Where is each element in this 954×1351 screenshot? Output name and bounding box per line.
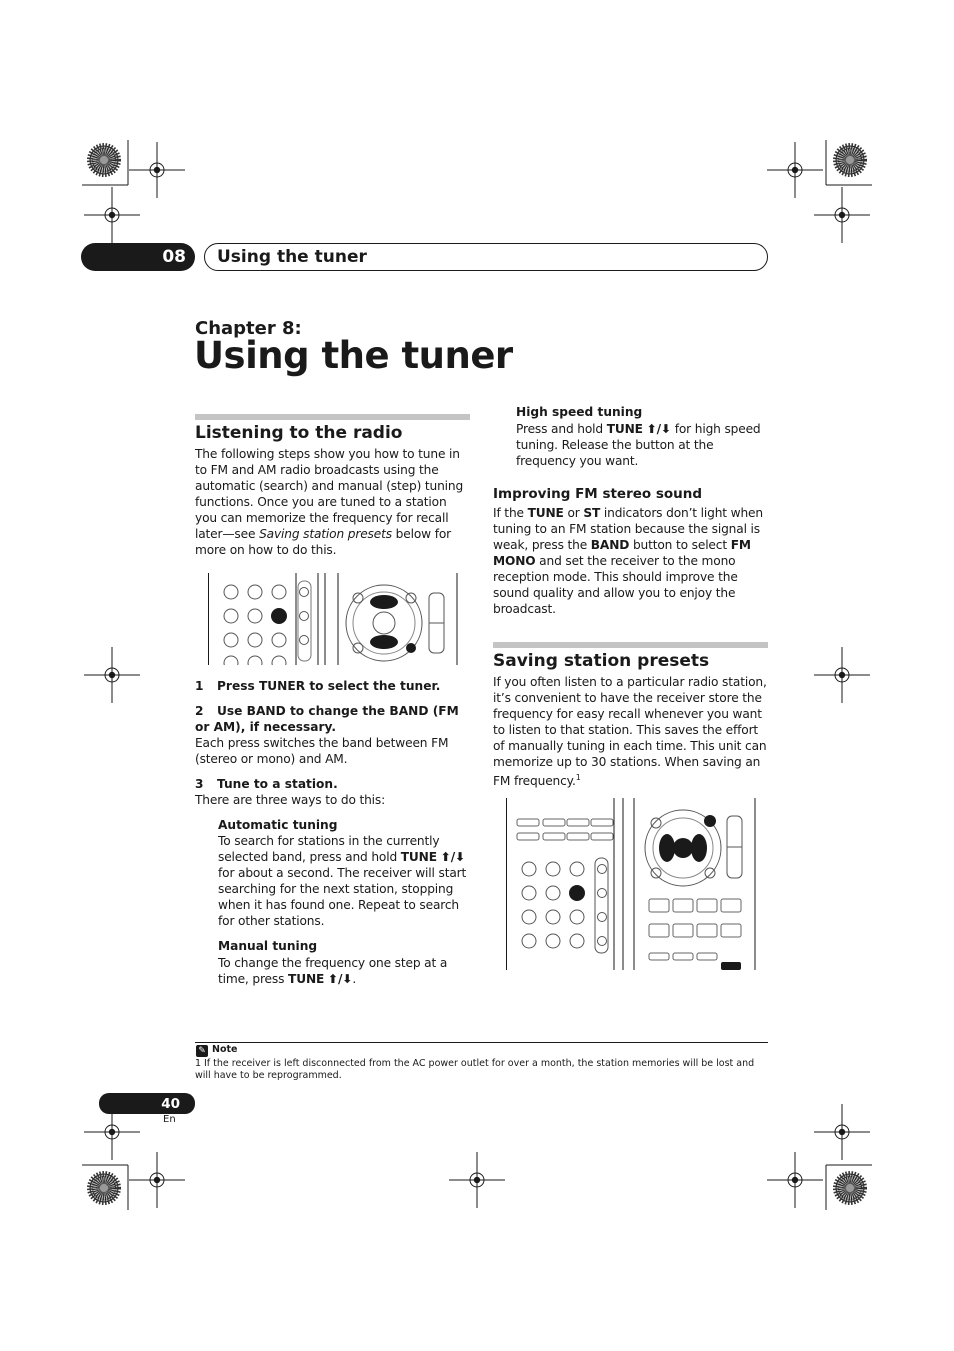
step-3: 3 Tune to a station. (195, 777, 338, 791)
step-1: 1 Press TUNER to select the tuner. (195, 679, 441, 693)
footnote-text: 1 If the receiver is left disconnected from the AC power outlet for over a month, the station memories will be lost and will have to be reprogrammed. (195, 1058, 755, 1081)
footnote-ref[interactable]: 1 (575, 773, 581, 782)
section-bar (195, 414, 470, 420)
section-heading-listening: Listening to the radio (195, 423, 403, 443)
step-2: 2 Use BAND to change the BAND (FM or AM), if necessary. (195, 704, 459, 734)
page-language: En (163, 1114, 176, 1125)
section-bar (493, 642, 768, 648)
manual-tuning-text: To change the frequency one step at a time, press TUNE ⬆/⬇. (218, 956, 448, 986)
remote-control-illustration-1 (208, 573, 458, 665)
high-speed-tuning-text: Press and hold TUNE ⬆/⬇ for high speed tuning. Release the button at the frequency you want. (516, 422, 761, 468)
improving-fm-text: If the TUNE or ST indicators don’t light when tuning to an FM station because the signal is weak, press the BAND button to select FM MONO and set the receiver to the mono reception mode. This should improve the sound quality and allow you to enjoy the broadcast. (493, 506, 763, 616)
page-number: 40 (99, 1093, 195, 1114)
remote-control-illustration-2 (506, 798, 756, 970)
automatic-tuning-text: To search for stations in the currently selected band, press and hold TUNE ⬆/⬇ for about a second. The receiver will start searching for the next station, stopping when it has found one. Repeat to search for other stations. (218, 834, 467, 928)
step-3-description: There are three ways to do this: (195, 793, 386, 807)
note-divider (195, 1042, 768, 1043)
chapter-number-badge: 08 (81, 243, 195, 271)
saving-presets-link[interactable]: Saving station presets (259, 527, 392, 541)
note-label: Note (212, 1044, 238, 1055)
pencil-icon: ✎ (196, 1045, 208, 1057)
manual-tuning-heading: Manual tuning (218, 939, 318, 953)
chapter-label: Chapter 8: (195, 318, 302, 339)
presets-paragraph: If you often listen to a particular radio station, it’s convenient to have the receiver store the frequency for easy recall whenever you want to listen to that station. This saves the effort of manually tuning in each time. This unit can memorize up to 30 stations. When saving an FM frequency.$^1$ (493, 675, 767, 789)
section-heading-presets: Saving station presets (493, 651, 710, 671)
header-title: Using the tuner (204, 243, 768, 271)
automatic-tuning-heading: Automatic tuning (218, 818, 338, 832)
chapter-title: Using the tuner (194, 334, 513, 377)
improving-fm-heading: Improving FM stereo sound (493, 486, 703, 502)
step-2-description: Each press switches the band between FM (stereo or mono) and AM. (195, 736, 449, 766)
high-speed-tuning-heading: High speed tuning (516, 405, 643, 419)
intro-paragraph: The following steps show you how to tune in to FM and AM radio broadcasts using the automatic (search) and manual (step) tuning functions. Once you are tuned to a station you can memorize the frequency for recall later—see Saving station presets below for more on how to do this. (195, 447, 464, 557)
